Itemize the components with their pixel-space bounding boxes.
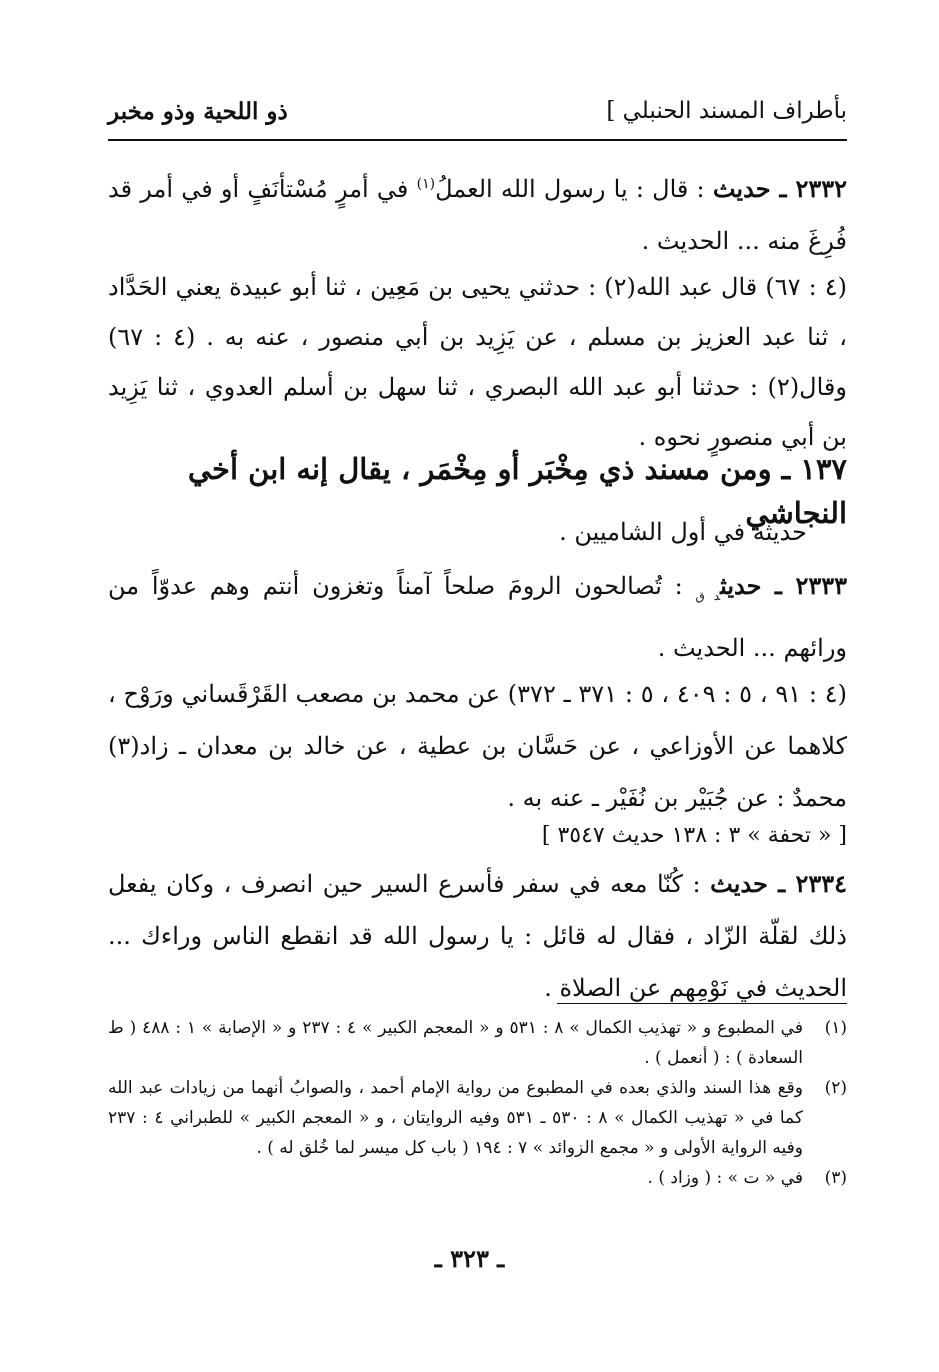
footnote-number: (٣): [824, 1168, 847, 1188]
isnad-text: (٤ : ٩١ ، ٥ : ٤٠٩ ، ٥ : ٣٧١ ـ ٣٧٢) عن محمد بن مصعب القَرْقَساني ورَوْح ، كلاهما عن الأوزاعي ، عن حَسَّان بن عطية ، عن خالد بن معدان ـ زاد(٣) محمدٌ : عن جُبَيْر بن نُفَيْر ـ عنه به .: [108, 680, 848, 812]
footnote-ref: (١): [416, 176, 436, 192]
hadith-number: ٢٣٣٣ ـ حديث: [720, 571, 847, 600]
header-book-title: بأطراف المسند الحنبلي ]: [606, 98, 847, 124]
footnote-1: [108, 1013, 847, 1073]
hadith-2333: [108, 560, 847, 674]
footnote-3: [108, 1163, 847, 1193]
section-137-title: ١٣٧ ـ ومن مسند ذي مِخْبَر أو مِخْمَر ، يقال إنه ابن أخي النجاشي: [187, 452, 847, 530]
footnote-rule: [557, 1003, 847, 1004]
isnad-2333: [108, 668, 847, 824]
tuhfa-reference: [ « تحفة » ٣ : ١٣٨ حديث ٣٥٤٧ ]: [541, 823, 847, 848]
header-rule: [108, 139, 847, 141]
footnote-number: (٢): [824, 1078, 847, 1098]
page-number: ـ ٣٢٣ ـ: [434, 1244, 505, 1273]
footnote-text: في « ت » : ( وزاد ) .: [647, 1168, 803, 1188]
isnad-text: (٤ : ٦٧) قال عبد الله(٢) : حدثني يحيى بن مَعِين ، ثنا أبو عبيدة يعني الحَدَّاد ، ثنا عبد العزيز بن مسلم ، عن يَزِيد بن أبي منصور ، عنه به . (٤ : ٦٧) وقال(٢) : حدثنا أبو عبد الله البصري ، ثنا سهل بن أسلم العدوي ، ثنا يَزِيد بن أبي منصورٍ نحوه .: [108, 273, 848, 451]
footnote-2: [108, 1073, 847, 1163]
hadith-text: : تُصالحون الرومَ صلحاً آمناً وتغزون أنتم وهم عدوّاً من ورائهم ... الحديث .: [108, 572, 847, 662]
hadith-text-cont: في أمرٍ مُسْتأنَفٍ أو في أمر قد فُرِغَ منه ... الحديث .: [108, 175, 847, 255]
hadith-2332: [108, 158, 847, 267]
hadith-number: ٢٣٣٢ ـ حديث: [712, 174, 847, 203]
isnad-2332: [108, 262, 847, 462]
header-chapter-title: ذو اللحية وذو مخبر: [108, 98, 288, 125]
rumuz-symbols: د ق: [695, 588, 721, 603]
hadith-text: : قال : يا رسول الله العملُ: [435, 175, 713, 203]
hadith-text: : كُنّا معه في سفر فأسرع السير حين انصرف ، وكان يفعل ذلك لقلّة الزّاد ، فقال له قائل : يا رسول الله قد انقطع الناس وراءك ... الحديث في نَوْمِهم عن الصلاة .: [108, 870, 847, 1002]
section-137-intro: حديثه في أول الشاميين .: [559, 518, 807, 546]
footnotes: [108, 1013, 847, 1193]
running-header: [108, 94, 847, 134]
hadith-number: ٢٣٣٤ ـ حديث: [710, 869, 847, 898]
footnote-number: (١): [824, 1018, 847, 1038]
footnote-text: في المطبوع و « تهذيب الكمال » ٨ : ٥٣١ و « المعجم الكبير » ٤ : ٢٣٧ و « الإصابة » ١ : ٤٨٨ ( ط السعادة ) : ( أنعمل ) .: [108, 1018, 803, 1068]
footnote-text: وقع هذا السند والذي بعده في المطبوع من رواية الإمام أحمد ، والصوابُ أنهما من زيادات عبد الله كما في « تهذيب الكمال » ٨ : ٥٣٠ ـ ٥٣١ وفيه الروايتان ، و « المعجم الكبير » للطبراني ٤ : ٢٣٧ وفيه الرواية الأولى و « مجمع الزوائد » ٧ : ١٩٤ ( باب كل ميسر لما خُلق له ) .: [108, 1078, 803, 1158]
hadith-2334: [108, 858, 847, 1014]
